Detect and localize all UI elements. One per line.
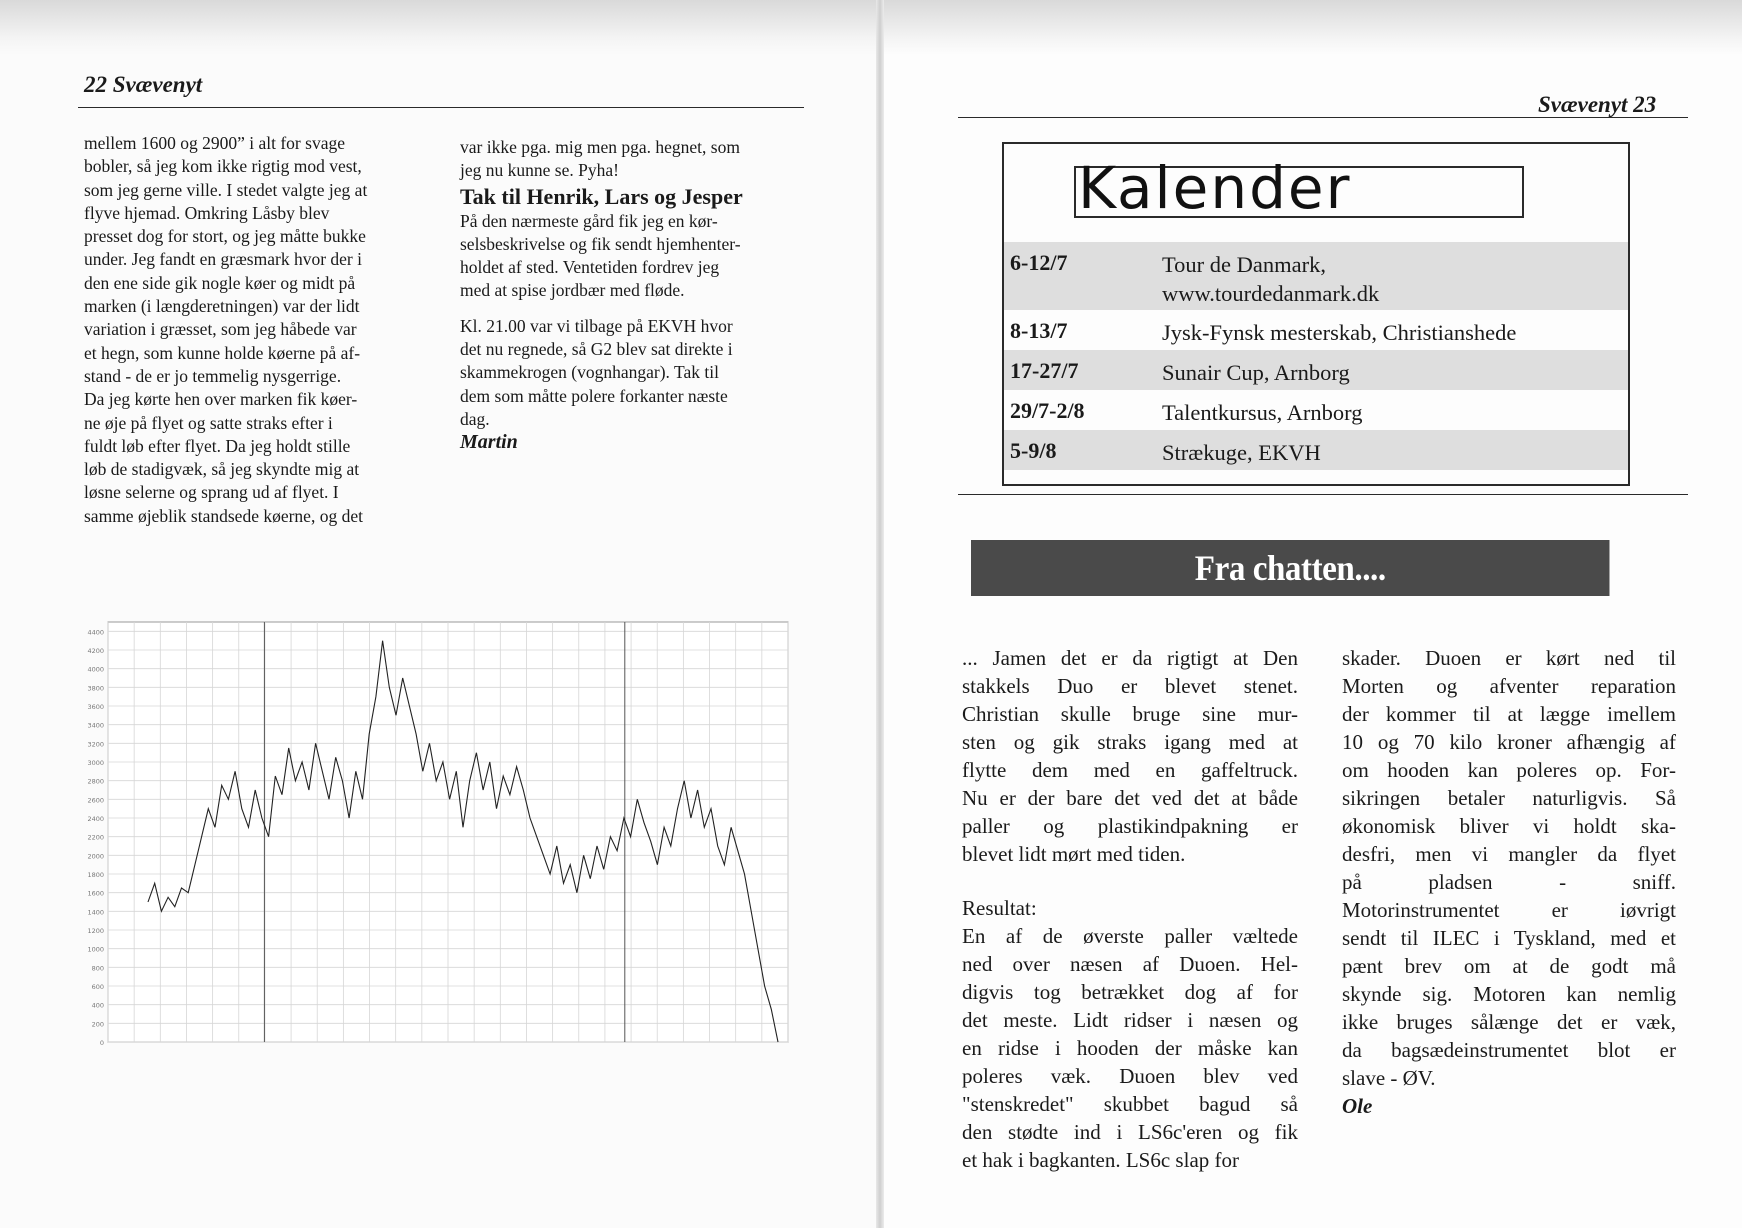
text-line: den ene side gik nogle køer og midt på (84, 272, 356, 293)
text-line: det meste. Lidt ridser i næsen og (962, 1008, 1298, 1032)
calendar-event (1162, 242, 1379, 308)
text-line: skammekrogen (vognhangar). Tak til (460, 362, 719, 383)
calendar-box (1002, 142, 1630, 486)
text-line: jeg nu kunne se. Pyha! (460, 160, 619, 181)
left-column-1 (84, 132, 434, 528)
y-tick-label: 3800 (87, 684, 104, 693)
calendar-date: 29/7-2/8 (1010, 398, 1085, 423)
text-line: Kl. 21.00 var vi tilbage på EKVH hvor (460, 315, 733, 336)
text-line: skynde sig. Motoren kan nemlig (1342, 982, 1676, 1006)
text-line: Motorinstrumentet er iøvrigt (1342, 898, 1676, 922)
calendar-event (1162, 430, 1321, 467)
chart-svg (70, 610, 800, 1070)
y-tick-label: 0 (99, 1039, 104, 1047)
calendar-event-line: Sunair Cup, Arnborg (1162, 360, 1350, 385)
y-tick-label: 3400 (87, 721, 104, 730)
calendar-row (1004, 390, 1628, 430)
chat-banner-title: Fra chatten.... (1194, 548, 1386, 588)
text-line: pænt brev om at de godt må (1342, 954, 1676, 978)
text-line: sikringen betaler naturligvis. Så (1342, 786, 1676, 810)
text-line: holdet af sted. Ventetiden fordrev jeg (460, 257, 720, 278)
y-tick-label: 4200 (87, 647, 104, 655)
book-spine (876, 0, 884, 1228)
text-line: bobler, så jeg kom ikke rigtig mod vest, (84, 156, 362, 177)
y-tick-label: 2800 (87, 777, 104, 786)
calendar-row (1004, 310, 1628, 350)
text-line: på pladsen - sniff. (1342, 870, 1676, 894)
text-line: blevet lidt mørt med tiden. (962, 842, 1186, 866)
text-line: om hooden kan poleres op. For- (1342, 758, 1676, 782)
text-line: stakkels Duo er blevet stenet. (962, 674, 1298, 698)
text-line: "stenskredet" skubbet bagud så (962, 1092, 1298, 1116)
y-tick-label: 1400 (87, 908, 104, 917)
chat-column-1 (962, 644, 1298, 1174)
text-line: sten og gik straks igang med at (962, 730, 1298, 754)
text-line: løb de stadigvæk, så jeg skyndte mig at (84, 459, 360, 480)
calendar-date: 8-13/7 (1010, 318, 1068, 343)
y-tick-label: 3600 (87, 703, 104, 711)
text-line: den stødte ind i LS6c'eren og fik (962, 1120, 1298, 1144)
y-tick-label: 2000 (87, 852, 104, 861)
y-tick-label: 1600 (87, 889, 104, 898)
y-tick-label: 3200 (87, 740, 104, 749)
text-line: ... Jamen det er da rigtigt at Den (962, 646, 1298, 670)
y-tick-label: 4000 (87, 665, 104, 674)
chat-column-2 (1342, 644, 1676, 1120)
text-line: 10 og 70 kilo kroner afhængig af (1342, 730, 1676, 754)
text-line: flyve hjemad. Omkring Låsby blev (84, 202, 330, 223)
calendar-event (1162, 310, 1516, 347)
text-line: det nu regnede, så G2 blev sat direkte i (460, 339, 733, 360)
y-tick-label: 2200 (87, 833, 104, 842)
calendar-date: 6-12/7 (1010, 250, 1068, 275)
text-line: mellem 1600 og 2900” i alt for svage (84, 133, 345, 153)
text-line: På den nærmeste gård fik jeg en kør- (460, 210, 718, 231)
calendar-title-frame (1074, 154, 1524, 222)
calendar-row (1004, 350, 1628, 390)
text-line: Morten og afventer reparation (1342, 674, 1676, 698)
calendar-rows (1004, 242, 1628, 470)
y-tick-label: 1000 (87, 945, 104, 954)
y-tick-label: 400 (91, 1001, 104, 1010)
y-tick-label: 2400 (87, 815, 104, 823)
text-line: et hegn, som kunne holde køerne på af- (84, 342, 361, 363)
calendar-event-line: Strækuge, EKVH (1162, 440, 1321, 465)
text-line: En af de øverste paller væltede (962, 924, 1298, 948)
calendar-event-line: Jysk-Fynsk mesterskab, Christianshede (1162, 320, 1517, 345)
calendar-event-line: Talentkursus, Arnborg (1162, 400, 1363, 425)
text-line: løsne selerne og sprang ud af flyet. I (84, 482, 339, 503)
text-line: der kommer til at lægge imellem (1342, 702, 1676, 726)
text-line: presset dog for stort, og jeg måtte bukke (84, 226, 366, 247)
text-line: økonomisk bliver vi holdt ska- (1342, 814, 1676, 838)
chat-signature: Ole (1342, 1094, 1373, 1118)
text-line: et hak i bagkanten. LS6c slap for (962, 1148, 1239, 1172)
text-line: dag. (460, 408, 490, 429)
text-line: en ridse i hooden der måske kan (962, 1036, 1298, 1060)
left-header-rule (78, 107, 804, 108)
text-line: desfri, men vi mangler da flyet (1342, 842, 1676, 866)
y-tick-label: 1200 (87, 927, 104, 935)
left-running-head: 22 Svævenyt (84, 72, 203, 97)
text-line: Nu er der bare det ved det at både (962, 786, 1298, 810)
right-header-rule (958, 117, 1688, 118)
calendar-bottom-rule (958, 494, 1688, 495)
calendar-event-line: Tour de Danmark, (1162, 252, 1326, 277)
text-line: som jeg gerne ville. I stedet valgte jeg at (84, 179, 368, 200)
y-tick-label: 3000 (87, 759, 104, 767)
text-line: skader. Duoen er kørt ned til (1342, 646, 1676, 670)
text-line: var ikke pga. mig men pga. hegnet, som (460, 137, 740, 157)
text-line: ne øje på flyet og satte straks efter i (84, 412, 333, 433)
text-line: dem som måtte polere forkanter næste (460, 385, 728, 406)
y-tick-label: 200 (91, 1020, 104, 1029)
section-heading: Tak til Henrik, Lars og Jesper (460, 183, 743, 209)
right-running-head: Svævenyt 23 (1538, 92, 1657, 117)
author-signature: Martin (460, 431, 518, 454)
calendar-date: 5-9/8 (1010, 438, 1057, 463)
text-line: sendt til ILEC i Tyskland, med et (1342, 926, 1676, 950)
text-line: Christian skulle bruge sine mur- (962, 702, 1298, 726)
flight-barogram-chart (70, 610, 800, 1070)
calendar-event-line: www.tourdedanmark.dk (1162, 281, 1380, 306)
text-line: samme øjeblik standsede køerne, og det (84, 505, 363, 526)
text-line: da bagsædeinstrumentet blot er (1342, 1038, 1676, 1062)
scan-shadow (0, 0, 1742, 55)
text-line: ikke bruges sålænge det er væk, (1342, 1010, 1676, 1034)
text-line: variation i græsset, som jeg håbede var (84, 319, 357, 340)
text-line: under. Jeg fandt en græsmark hvor der i (84, 249, 362, 270)
text-line: digvis tog betrækket dog af for (962, 980, 1298, 1004)
y-tick-label: 800 (91, 964, 104, 973)
text-line: flytte dem med en gaffeltruck. (962, 758, 1298, 782)
text-line: fuldt løb efter flyet. Da jeg holdt stille (84, 435, 351, 456)
calendar-event (1162, 390, 1363, 427)
calendar-date: 17-27/7 (1010, 358, 1079, 383)
y-tick-label: 600 (91, 983, 104, 991)
text-line: ned over næsen af Duoen. Hel- (962, 952, 1298, 976)
calendar-event (1162, 350, 1350, 387)
text-line: slave - ØV. (1342, 1066, 1436, 1090)
text-line: stand - de er jo temmelig nysgerrige. (84, 365, 342, 386)
text-line: poleres væk. Duoen blev ved (962, 1064, 1298, 1088)
left-column-2 (460, 136, 805, 455)
text-line: Da jeg kørte hen over marken fik køer- (84, 389, 358, 410)
y-tick-label: 2600 (87, 796, 104, 805)
text-line: med at spise jordbær med fløde. (460, 280, 685, 301)
text-line: selsbeskrivelse og fik sendt hjemhenter- (460, 233, 741, 254)
calendar-row (1004, 430, 1628, 470)
chat-banner (971, 540, 1609, 596)
text-line: paller og plastikindpakning er (962, 814, 1298, 838)
calendar-row (1004, 242, 1628, 310)
y-tick-label: 1800 (87, 871, 104, 879)
y-tick-label: 4400 (87, 628, 104, 637)
calendar-title: Kalender (1078, 154, 1352, 222)
text-line: marken (i længderetningen) var der lidt (84, 296, 360, 317)
result-label: Resultat: (962, 896, 1037, 920)
